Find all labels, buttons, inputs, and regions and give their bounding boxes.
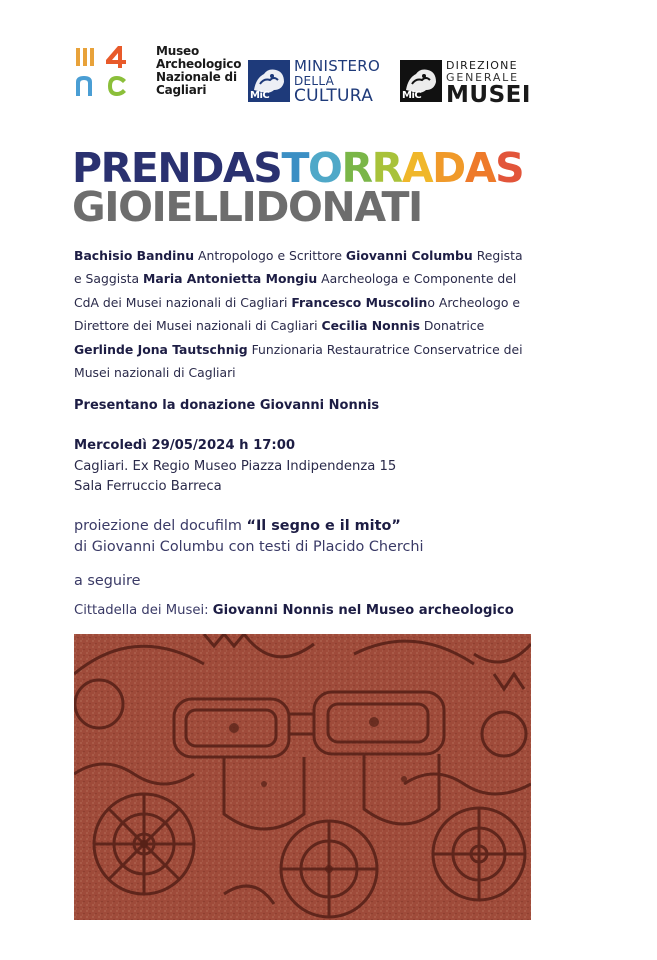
docufilm-line-2: di Giovanni Columbu con testi di Placido Cherchi xyxy=(74,539,424,555)
museum-logo-line: Archeologico xyxy=(156,57,242,71)
engraved-artwork-image xyxy=(74,634,531,920)
museum-mark-icon xyxy=(74,44,134,104)
docufilm-prefix: proiezione del docufilm xyxy=(74,518,247,534)
dgm-line-2: GENERALE xyxy=(446,71,519,84)
cittadella-line xyxy=(74,603,514,618)
title-letter-group: D xyxy=(432,144,465,192)
ministry-logo-text xyxy=(294,59,380,104)
dgm-logo-text xyxy=(446,60,531,106)
speaker-role: Funzionaria Restauratrice Conservatrice dei Musei nazionali di Cagliari xyxy=(74,341,523,381)
speaker-role: Donatrice xyxy=(419,318,485,334)
speaker-name: Cecilia Nonnis xyxy=(321,318,420,334)
logo-bar xyxy=(74,42,534,112)
speaker-role: Regista e Saggista xyxy=(74,248,523,287)
dgm-line-1: DIREZIONE xyxy=(446,59,518,72)
speaker-role: o Archeologo e Direttore dei Musei nazionali di Cagliari xyxy=(74,294,521,334)
museum-logo-line: Cagliari xyxy=(156,83,207,97)
mic-logo-icon xyxy=(248,60,290,102)
title-letter-group: R xyxy=(341,144,372,192)
event-room: Sala Ferruccio Barreca xyxy=(74,479,222,495)
mic-badge: MiC xyxy=(250,90,270,101)
ministry-logo-line: CULTURA xyxy=(294,86,374,106)
dgm-logo xyxy=(400,60,534,106)
museum-logo-line: Nazionale di xyxy=(156,70,237,84)
exhibition-title xyxy=(72,144,542,231)
speaker-name: Bachisio Bandinu xyxy=(74,248,195,263)
title-letter-group: A xyxy=(464,144,496,192)
dgm-logo-icon xyxy=(400,60,442,102)
museum-logo xyxy=(74,42,242,106)
speaker-name: Francesco Muscolin xyxy=(291,294,428,310)
docufilm-line-1 xyxy=(74,516,424,537)
event-place: Cagliari. Ex Regio Museo Piazza Indipendenza 15 xyxy=(74,458,397,474)
speaker-name: Maria Antonietta Mongiu xyxy=(143,271,318,287)
event-details xyxy=(74,436,396,498)
event-date: Mercoledì 29/05/2024 h 17:00 xyxy=(74,438,296,453)
docufilm-title: “Il segno e il mito” xyxy=(246,518,401,534)
title-letter-group: T xyxy=(281,144,309,192)
docufilm-info xyxy=(74,516,424,558)
speaker-role: Antropologo e Scrittore xyxy=(194,248,346,263)
speakers-paragraph xyxy=(74,244,534,384)
ministry-logo xyxy=(248,57,388,106)
museum-logo-text xyxy=(156,45,241,97)
title-letter-group: R xyxy=(371,144,402,192)
speaker-name: Gerlinde Jona Tautschnig xyxy=(74,341,248,357)
dgm-line-3: MUSEI xyxy=(446,82,531,108)
dgm-badge: MiC xyxy=(402,90,422,101)
title-line-2: GIOIELLIDONATI xyxy=(72,183,422,231)
title-letter-group: O xyxy=(308,144,342,192)
title-letter-group: A xyxy=(401,144,433,192)
speaker-role: Aarcheologa e Componente del CdA dei Musei nazionali di Cagliari xyxy=(74,271,517,310)
follow-label: a seguire xyxy=(74,573,141,589)
title-letter-group: PRENDAS xyxy=(72,144,282,192)
ministry-logo-line: MINISTERO xyxy=(294,57,381,75)
presentation-line: Presentano la donazione Giovanni Nonnis xyxy=(74,398,380,413)
title-letter-group: S xyxy=(495,144,524,192)
speaker-name: Giovanni Columbu xyxy=(345,248,473,263)
museum-logo-line: Museo xyxy=(156,44,200,58)
cittadella-title: Giovanni Nonnis nel Museo archeologico xyxy=(212,603,514,618)
cittadella-prefix: Cittadella dei Musei: xyxy=(74,603,213,618)
ministry-logo-line: DELLA xyxy=(294,74,335,88)
